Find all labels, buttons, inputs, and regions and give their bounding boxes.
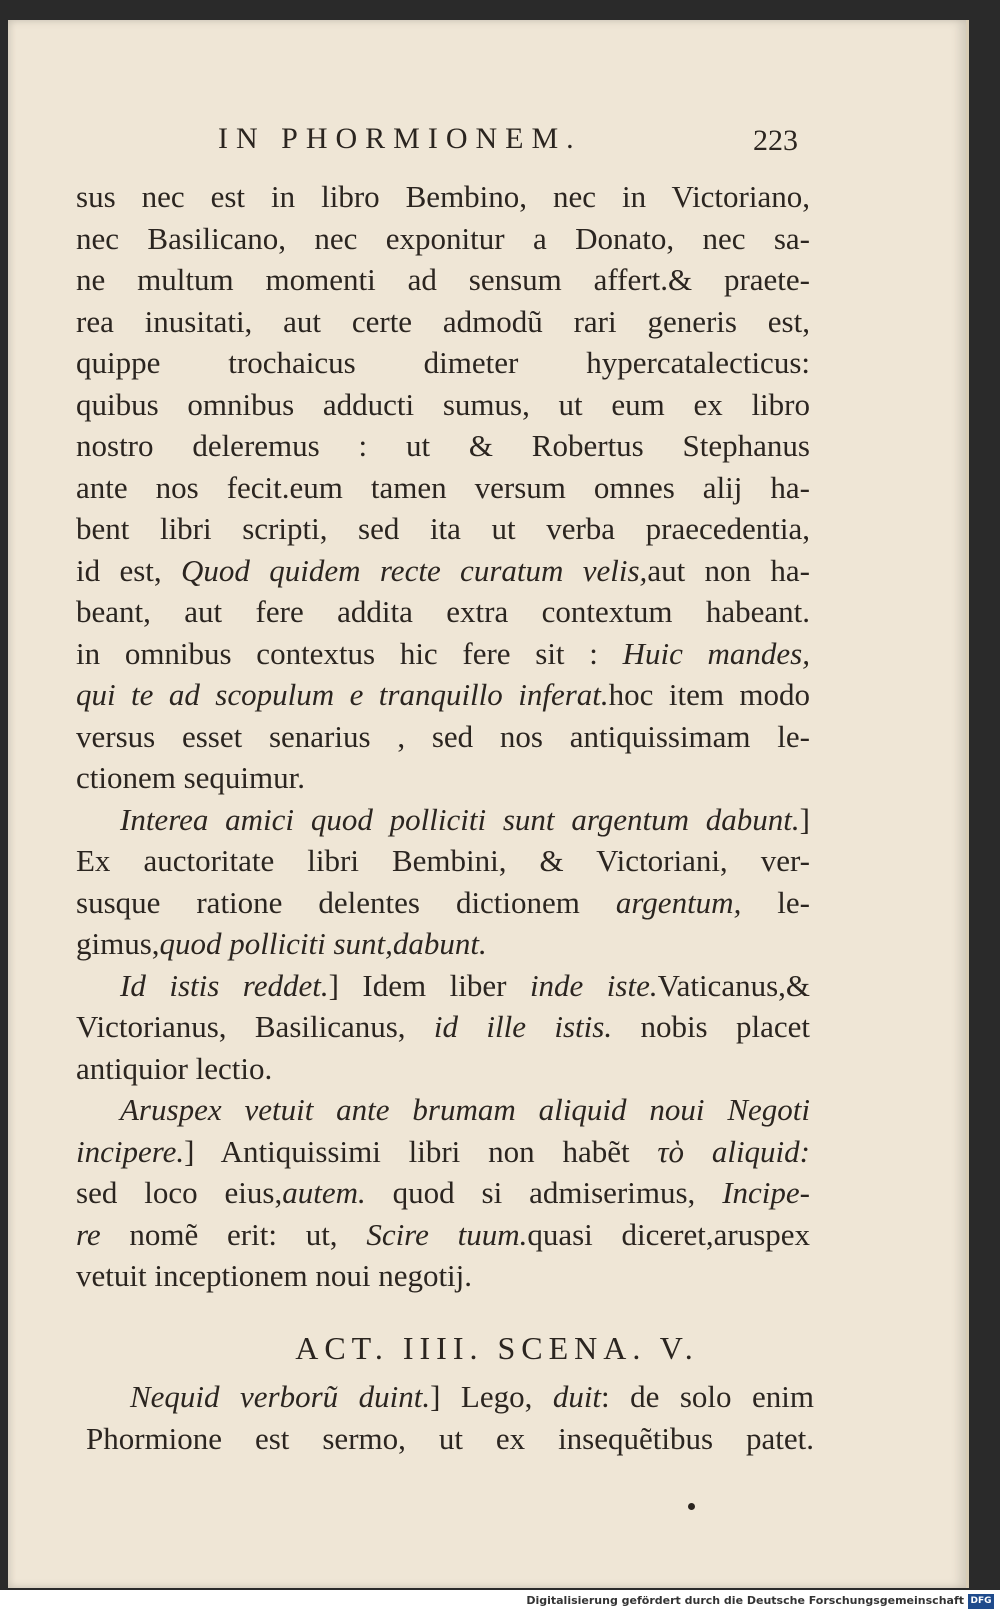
text-segment: vetuit inceptionem noui negotij. — [76, 1258, 473, 1293]
digitization-footer — [0, 1590, 1000, 1614]
text-line — [76, 633, 810, 675]
text-line — [76, 218, 810, 260]
italic-quotation: incipere. — [76, 1133, 185, 1169]
italic-quotation: inde iste. — [529, 967, 658, 1003]
italic-quotation: Id istis reddet. — [120, 967, 329, 1003]
text-segment: Ex auctoritate libri Bembini, & Victoriani, ver- — [76, 843, 810, 878]
text-segment: ante nos fecit.eum tamen versum omnes alij ha- — [76, 469, 810, 505]
book-page — [8, 20, 969, 1588]
text-segment: rea inusitati, aut certe admodũ rari generis est, — [76, 303, 810, 339]
text-segment: id est, — [76, 552, 182, 588]
text-line — [76, 467, 810, 509]
text-line — [76, 425, 810, 467]
text-line — [76, 1006, 810, 1048]
text-line — [76, 716, 810, 758]
dfg-logo: DFG — [968, 1594, 994, 1609]
commentary-text — [76, 176, 810, 1297]
text-segment: versus esset senarius , sed nos antiquissimam le- — [76, 718, 810, 754]
italic-quotation: id ille istis. — [433, 1009, 613, 1044]
text-segment: gimus, — [76, 926, 160, 961]
text-line — [76, 840, 810, 882]
text-segment: : de solo enim — [601, 1379, 814, 1414]
text-segment: in omnibus contextus hic fere sit : — [76, 635, 623, 671]
text-line — [76, 1214, 810, 1256]
text-segment: nomẽ erit: ut, — [100, 1216, 367, 1252]
italic-quotation: Aruspex vetuit ante brumam aliquid noui Negoti — [120, 1092, 810, 1127]
italic-quotation: τὸ aliquid: — [657, 1133, 810, 1169]
text-segment: le- — [741, 884, 810, 920]
funding-credit: Digitalisierung gefördert durch die Deutsche Forschungsgemeinschaft — [526, 1594, 964, 1607]
text-segment: ] Idem liber — [328, 967, 530, 1003]
text-segment: ctionem sequimur. — [76, 760, 306, 795]
text-line — [76, 923, 810, 965]
text-line — [76, 384, 810, 426]
scene-commentary-text — [86, 1376, 814, 1459]
text-segment: nec Basilicano, nec exponitur a Donato, nec sa- — [76, 220, 810, 256]
text-segment: antiquior lectio. — [76, 1050, 273, 1086]
text-segment: ] Antiquissimi libri non habẽt — [184, 1133, 658, 1169]
text-line — [76, 508, 810, 550]
page-header — [8, 120, 966, 166]
italic-quotation: Huic mandes, — [622, 635, 810, 671]
italic-quotation: Interea amici quod polliciti sunt argentum dabunt. — [120, 801, 800, 837]
text-segment: Vaticanus,& — [657, 967, 810, 1003]
italic-quotation: argentum, — [615, 884, 742, 920]
italic-quotation: Nequid verborũ duint. — [130, 1379, 431, 1414]
text-segment: ] Lego, — [430, 1379, 553, 1414]
text-line — [76, 1089, 810, 1131]
text-segment: beant, aut fere addita extra contextum habeant. — [76, 594, 810, 629]
text-segment: sus nec est in libro Bembino, nec in Victoriano, — [76, 179, 810, 214]
italic-quotation: re — [76, 1216, 101, 1252]
text-line — [76, 674, 810, 716]
text-segment: hoc item modo — [608, 677, 810, 712]
text-line — [76, 301, 810, 343]
italic-quotation: duit — [552, 1379, 602, 1414]
text-line — [76, 965, 810, 1007]
text-line — [76, 799, 810, 841]
italic-quotation: Quod quidem recte curatum velis, — [181, 552, 648, 588]
text-segment: Phormione est sermo, ut ex insequẽtibus patet. — [86, 1420, 814, 1456]
text-segment: susque ratione delentes dictionem — [76, 884, 616, 920]
text-segment: bent libri scripti, sed ita ut verba praecedentia, — [76, 511, 810, 546]
text-segment: nobis placet — [612, 1009, 810, 1044]
text-line — [86, 1376, 814, 1418]
italic-quotation: autem. — [282, 1175, 366, 1210]
italic-quotation: qui te ad scopulum e tranquillo inferat. — [76, 677, 609, 712]
text-line — [76, 882, 810, 924]
text-segment: ne multum momenti ad sensum affert.& praete- — [76, 262, 810, 297]
text-line — [76, 1131, 810, 1173]
text-line — [86, 1418, 814, 1460]
page-number: 223 — [753, 124, 798, 157]
text-segment: Victorianus, Basilicanus, — [76, 1009, 434, 1044]
italic-quotation: quod polliciti sunt,dabunt. — [159, 926, 487, 961]
text-line — [76, 259, 810, 301]
text-line — [76, 1255, 810, 1297]
text-segment: quibus omnibus adducti sumus, ut eum ex libro — [76, 386, 810, 422]
text-line — [76, 550, 810, 592]
text-line — [76, 342, 810, 384]
text-segment: ] — [799, 801, 810, 837]
italic-quotation: Scire tuum. — [366, 1216, 528, 1252]
running-title: IN PHORMIONEM. — [218, 122, 582, 155]
text-line — [76, 757, 810, 799]
text-segment: nostro deleremus : ut & Robertus Stephanus — [76, 428, 810, 463]
ink-mark — [688, 1503, 695, 1510]
text-segment: quasi diceret,aruspex — [527, 1216, 810, 1252]
italic-quotation: Incipe- — [722, 1175, 810, 1210]
text-line — [76, 1172, 810, 1214]
text-line — [76, 176, 810, 218]
text-segment: sed loco eius, — [76, 1175, 283, 1210]
text-segment: aut non ha- — [647, 552, 810, 588]
text-segment: quod si admiserimus, — [365, 1175, 723, 1210]
text-line — [76, 591, 810, 633]
text-segment: quippe trochaicus dimeter hypercatalecticus: — [76, 345, 810, 380]
text-line — [76, 1048, 810, 1090]
scene-heading: ACT. IIII. SCENA. V. — [295, 1330, 699, 1366]
